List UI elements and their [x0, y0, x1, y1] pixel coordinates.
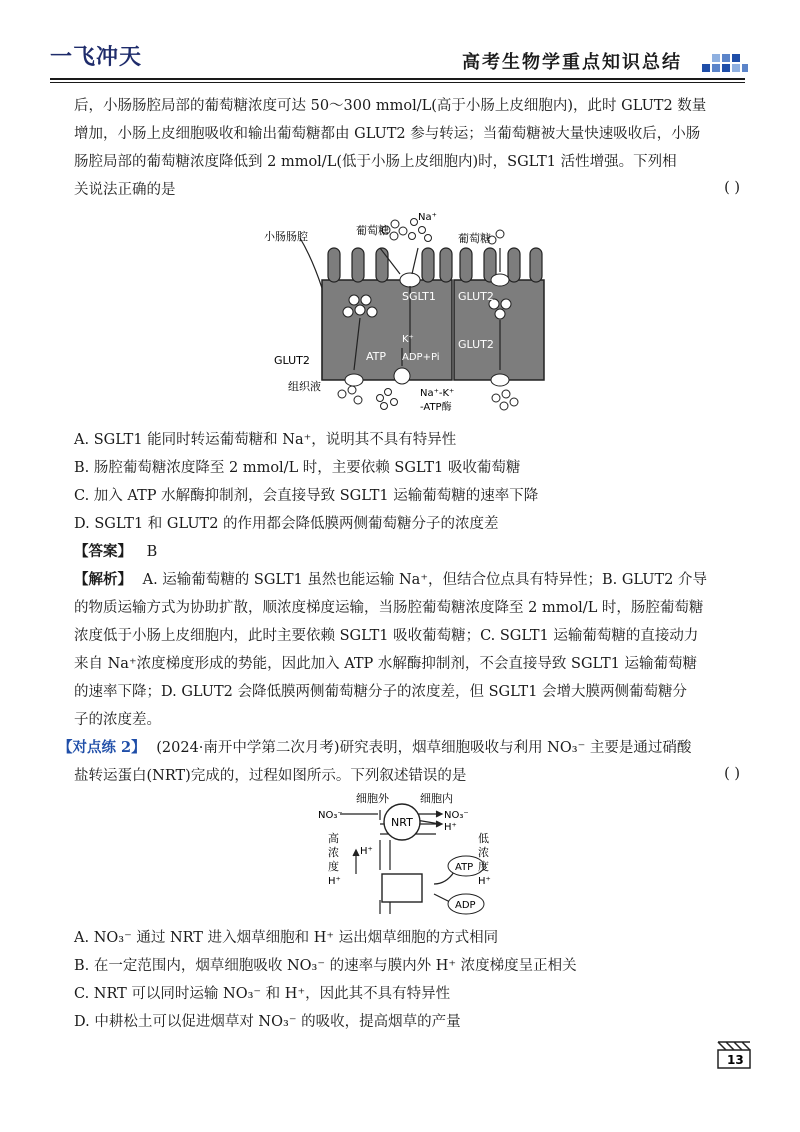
sglt1-label: SGLT1	[402, 290, 436, 303]
adp-label: ADP+Pi	[402, 352, 440, 363]
series-title: 高考生物学重点知识总结	[462, 52, 682, 73]
low-char-3: 度	[478, 860, 489, 873]
q1-analysis-line-1	[74, 570, 748, 590]
brand-logo: 一飞冲天	[50, 45, 143, 70]
nrt-transport-diagram	[316, 790, 516, 918]
q1-option-d: D. SGLT1 和 GLUT2 的作用都会降低膜两侧葡萄糖分子的浓度差	[74, 516, 499, 532]
decorative-squares-icon	[700, 50, 750, 74]
q1-analysis-line-3: 浓度低于小肠上皮细胞内，此时主要依赖 SGLT1 吸收葡萄糖；C. SGLT1 运输葡萄糖的直接动力	[74, 628, 699, 644]
analysis-label: 【解析】	[74, 571, 132, 588]
analysis-text-1: A. 运输葡萄糖的 SGLT1 虽然也能运输 Na⁺，但结合位点具有特异性；B. GLUT2 介导	[142, 572, 707, 588]
high-char-4: H⁺	[328, 876, 341, 887]
q1-analysis-line-5: 的速率下降；D. GLUT2 会降低膜两侧葡萄糖分子的浓度差，但 SGLT1 会增大膜两侧葡萄糖分	[74, 684, 688, 700]
glucose-left-label: 葡萄糖	[356, 224, 389, 237]
high-char-1: 高	[328, 832, 339, 845]
glut2-bottom-left-label: GLUT2	[274, 354, 310, 367]
intestine-transport-diagram	[262, 208, 562, 420]
low-char-2: 浓	[478, 846, 489, 859]
q2-stem-line-1	[58, 738, 748, 758]
h-mid-label: H⁺	[360, 846, 373, 857]
q1-analysis-line-2: 的物质运输方式为协助扩散，顺浓度梯度运输，当肠腔葡萄糖浓度降至 2 mmol/L 时，肠腔葡萄糖	[74, 600, 704, 616]
q2-stem-line-2: 盐转运蛋白(NRT)完成的，过程如图所示。下列叙述错误的是	[74, 768, 467, 784]
answer-value: B	[146, 544, 158, 560]
high-char-2: 浓	[328, 846, 339, 859]
tissue-fluid-label: 组织液	[288, 380, 321, 393]
q1-option-c: C. 加入 ATP 水解酶抑制剂，会直接导致 SGLT1 运输葡萄糖的速率下降	[74, 488, 539, 504]
glucose-right-label: 葡萄糖	[458, 232, 491, 245]
q1-answer-row	[74, 542, 748, 562]
q2-answer-bracket: ( )	[724, 766, 740, 782]
atp-label: ATP	[366, 350, 387, 363]
low-char-4: H⁺	[478, 876, 491, 887]
no3-inside-label: NO₃⁻	[444, 810, 469, 821]
q1-answer-bracket: ( )	[724, 180, 740, 196]
q1-analysis-line-4: 来自 Na⁺浓度梯度形成的势能，因此加入 ATP 水解酶抑制剂，不会直接导致 SGLT1 运输葡萄糖	[74, 656, 697, 672]
q2-option-b: B. 在一定范围内，烟草细胞吸收 NO₃⁻ 的速率与膜内外 H⁺ 浓度梯度呈正相关	[74, 958, 577, 974]
low-char-1: 低	[478, 832, 489, 845]
adp-label-2: ADP	[455, 900, 476, 911]
h-inside-label: H⁺	[444, 822, 457, 833]
q1-analysis-line-6: 子的浓度差。	[74, 712, 161, 728]
q2-option-c: C. NRT 可以同时运输 NO₃⁻ 和 H⁺，因此其不具有特异性	[74, 986, 451, 1002]
q1-stem-line-1: 后，小肠肠腔局部的葡萄糖浓度可达 50～300 mmol/L(高于小肠上皮细胞内)，此时 GLUT2 数量	[74, 98, 707, 114]
header-rule-thin	[50, 82, 745, 83]
glut2-bottom-right-label: GLUT2	[458, 338, 494, 351]
k-label: K⁺	[402, 334, 414, 345]
q1-option-a: A. SGLT1 能同时转运葡萄糖和 Na⁺，说明其不具有特异性	[74, 432, 457, 448]
outside-label: 细胞外	[356, 792, 389, 805]
q1-stem-line-3: 肠腔局部的葡萄糖浓度降低到 2 mmol/L(低于小肠上皮细胞内)时，SGLT1 活性增强。下列相	[74, 154, 677, 170]
high-char-3: 度	[328, 860, 339, 873]
lumen-label: 小肠肠腔	[264, 230, 308, 243]
page-number-badge	[714, 1038, 754, 1072]
nrt-label: NRT	[391, 816, 413, 829]
atp-label-2: ATP	[455, 862, 474, 873]
q1-stem-line-4: 关说法正确的是	[74, 182, 176, 198]
q2-stem-text-1: (2024·南开中学第二次月考)研究表明，烟草细胞吸收与利用 NO₃⁻ 主要是通过硝酸	[156, 740, 692, 756]
pump-label-1: Na⁺-K⁺	[420, 388, 455, 399]
glut2-top-label: GLUT2	[458, 290, 494, 303]
q1-option-b: B. 肠腔葡萄糖浓度降至 2 mmol/L 时，主要依赖 SGLT1 吸收葡萄糖	[74, 460, 521, 476]
q2-option-a: A. NO₃⁻ 通过 NRT 进入烟草细胞和 H⁺ 运出烟草细胞的方式相同	[74, 930, 499, 946]
answer-label: 【答案】	[74, 543, 132, 560]
q2-option-d: D. 中耕松土可以促进烟草对 NO₃⁻ 的吸收，提高烟草的产量	[74, 1014, 461, 1030]
page-number: 13	[727, 1053, 744, 1067]
q2-tag: 【对点练 2】	[58, 739, 146, 756]
inside-label: 细胞内	[420, 792, 453, 805]
pump-label-2: -ATP酶	[420, 402, 452, 413]
header-rule	[50, 78, 745, 80]
no3-outside-label: NO₃⁻	[318, 810, 343, 821]
q1-stem-line-2: 增加，小肠上皮细胞吸收和输出葡萄糖都由 GLUT2 参与转运；当葡萄糖被大量快速吸收后，小肠	[74, 126, 701, 142]
na-label: Na⁺	[418, 212, 437, 223]
